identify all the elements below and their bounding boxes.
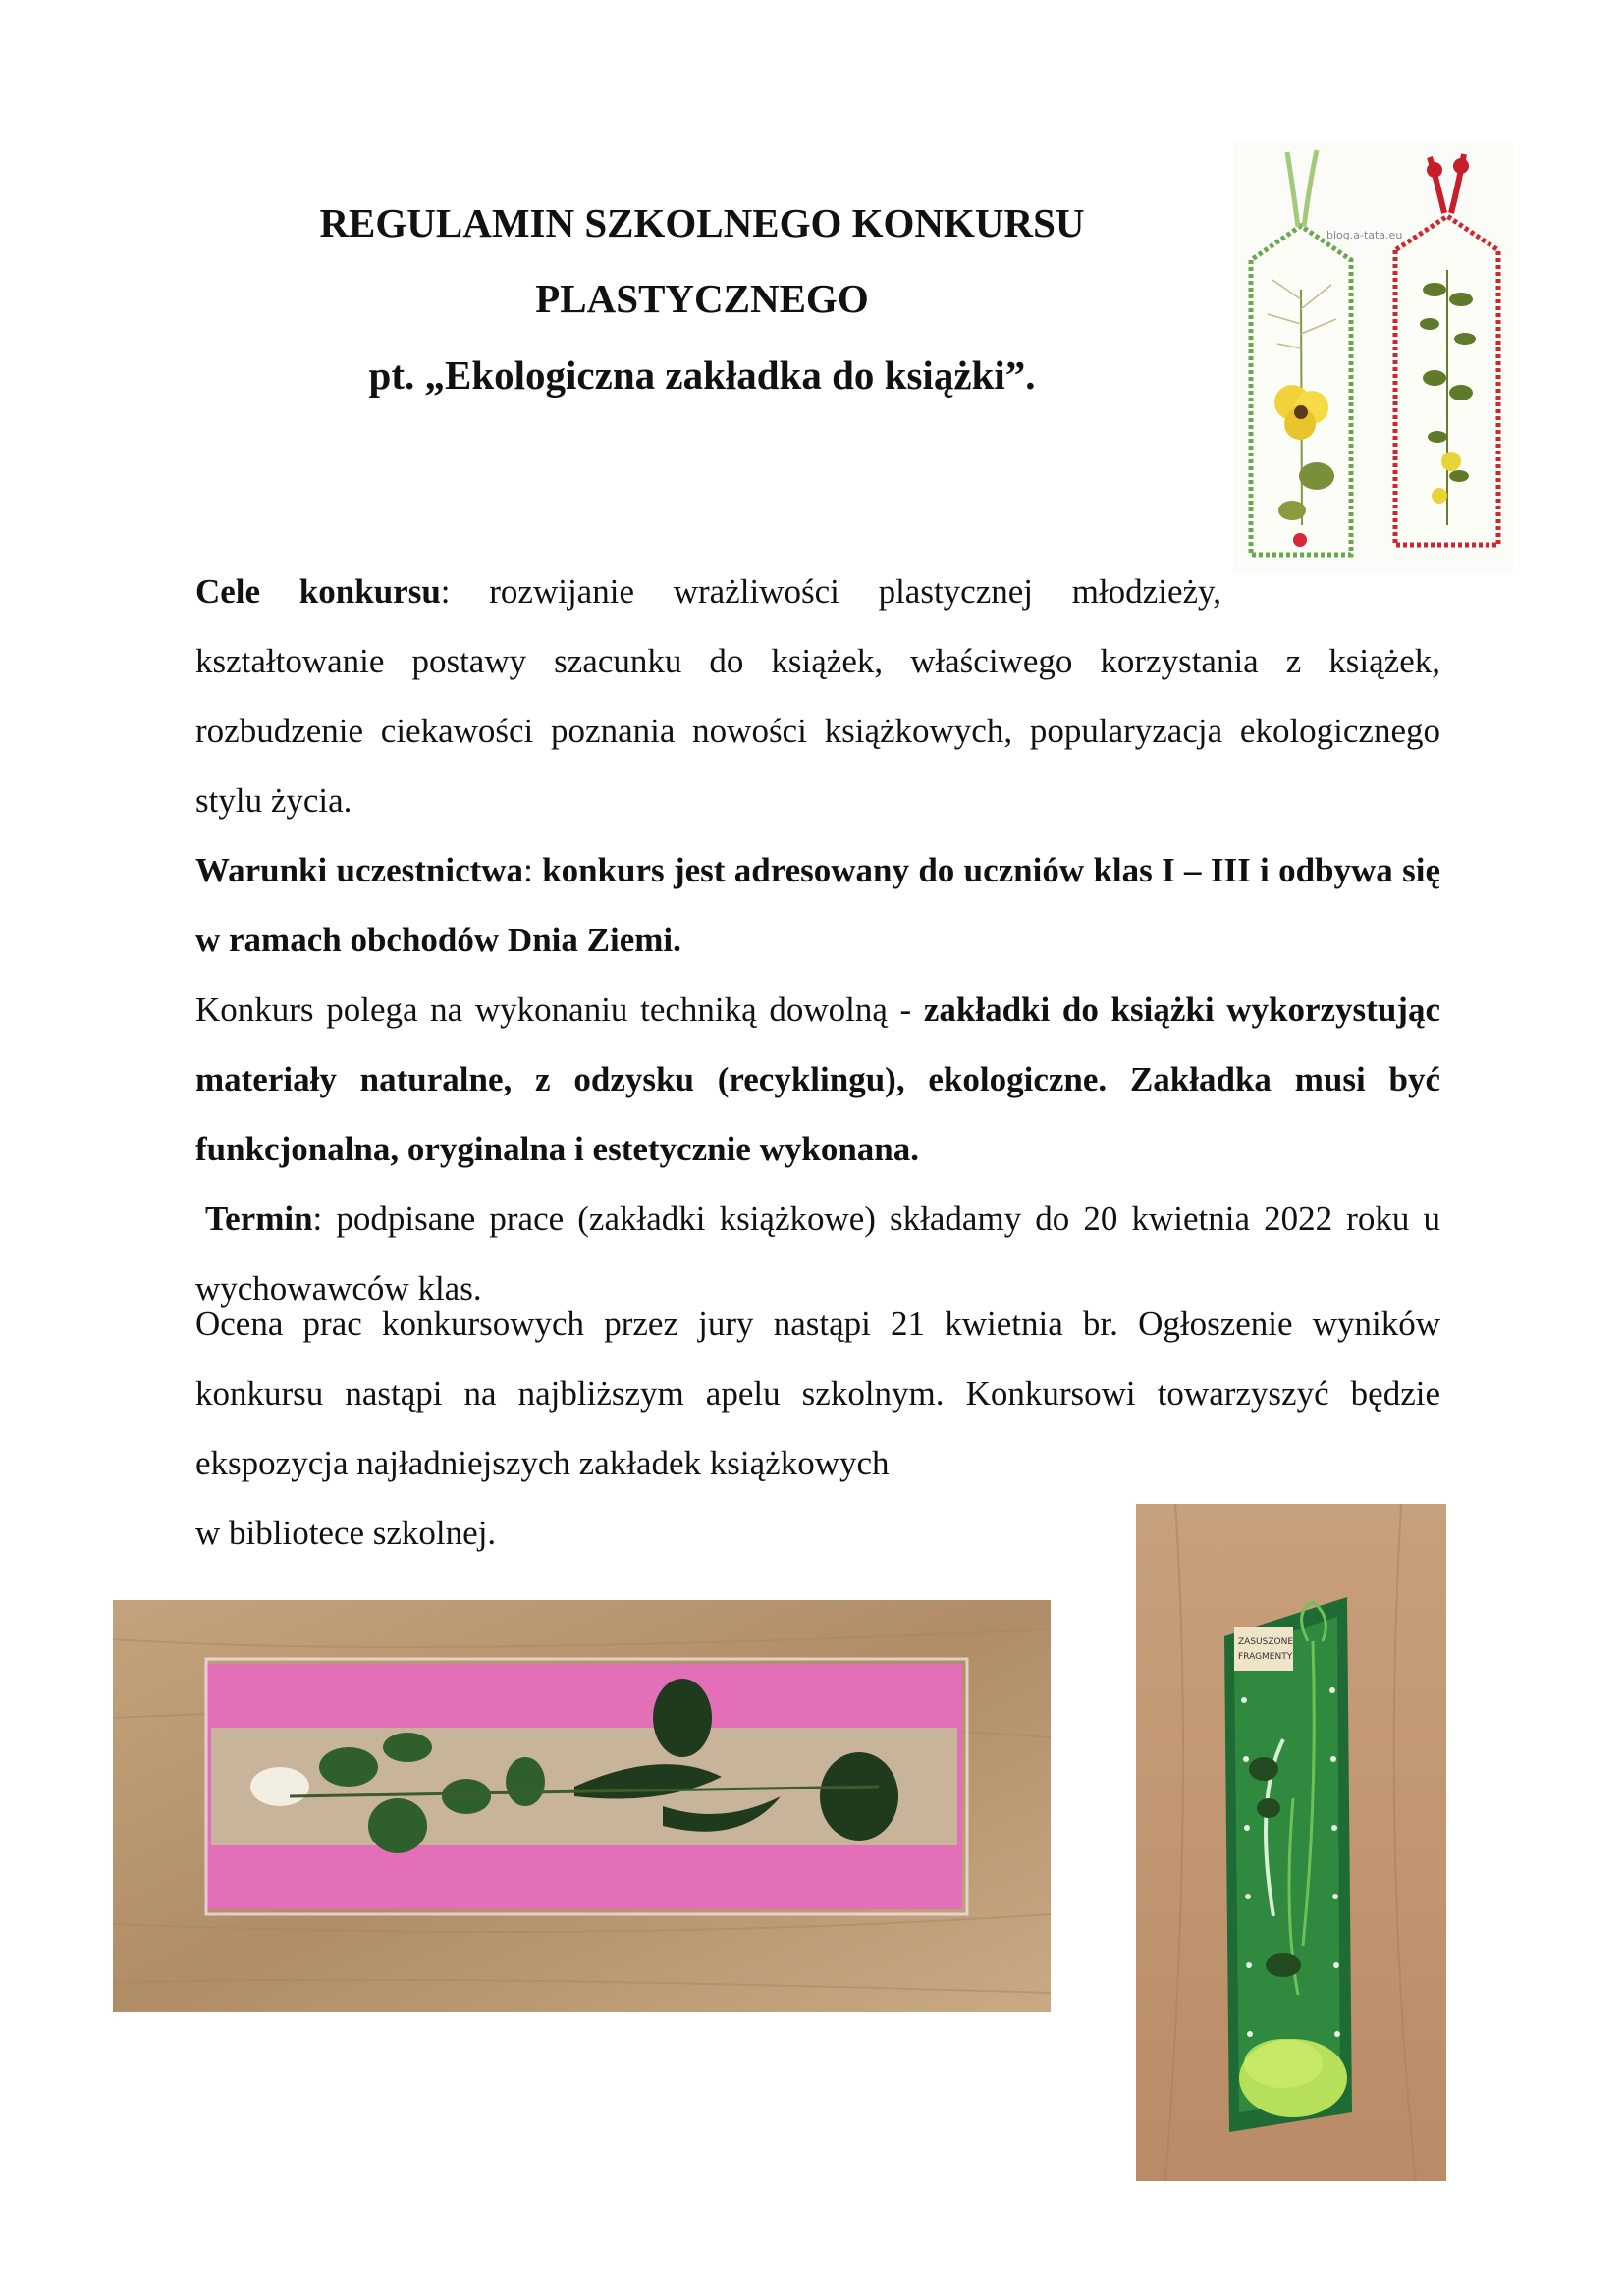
contest-intro: Konkurs polega na wykonaniu techniką dowolną - — [195, 990, 924, 1029]
goals-paragraph — [195, 557, 1440, 835]
contest-requirements: zakładki do książki wykorzystując materiały naturalne, z odzysku (recyklingu), ekologiczne. Zakładka musi być funkcjonalna, oryginalna i estetycznie wykonana. — [195, 990, 1440, 1168]
conditions-label: Warunki uczestnictwa — [195, 851, 524, 889]
watermark-text: blog.a-tata.eu — [1326, 229, 1403, 241]
green-bookmark-image — [1136, 1504, 1446, 2181]
deadline-label: Termin — [205, 1200, 313, 1238]
goals-text: kształtowanie postawy szacunku do książek, właściwego korzystania z książek, rozbudzenie ciekawości poznania nowości książkowych, popularyzacja ekologicznego stylu życia. — [195, 642, 1440, 820]
title-line-1: REGULAMIN SZKOLNEGO KONKURSU — [319, 200, 1085, 245]
title-line-3: pt. „Ekologiczna zakładka do książki”. — [368, 352, 1036, 398]
label-line-1: ZASUSZONE — [1238, 1637, 1294, 1647]
evaluation-text: Ocena prac konkursowych przez jury nastąpi 21 kwietnia br. Ogłoszenie wyników konkursu nastąpi na najbliższym apelu szkolnym. Konkursowi towarzyszyć będzie ekspozycja najładniejszych zakładek książkowych — [195, 1305, 1440, 1482]
goals-line1: rozwijanie wrażliwości plastycznej młodzieży, — [450, 572, 1221, 611]
conditions-paragraph: Warunki uczestnictwa: konkurs jest adresowany do uczniów klas I – III i odbywa się w ramach obchodów Dnia Ziemi. — [195, 851, 1440, 959]
title-line-2: PLASTYCZNEGO — [535, 276, 869, 321]
goals-first-line: Cele konkursu: rozwijanie wrażliwości plastycznej młodzieży, — [195, 572, 1221, 611]
contest-paragraph — [195, 975, 1440, 1184]
pressed-flower-bookmarks-drawing — [1233, 142, 1513, 574]
conditions-text: konkurs jest adresowany do uczniów klas I – III i odbywa się w ramach obchodów Dnia Ziemi. — [195, 851, 1440, 959]
label-line-2: FRAGMENTY — [1238, 1652, 1293, 1662]
deadline-text: : podpisane prace (zakładki książkowe) składamy do 20 kwietnia 2022 roku u wychowawców klas. — [195, 1200, 1440, 1308]
pink-bookmark-image — [113, 1600, 1051, 2012]
green-bookmark-drawing — [1136, 1504, 1446, 2181]
pink-bookmark-drawing — [113, 1600, 1051, 2012]
pressed-flower-bookmarks-image — [1233, 142, 1513, 574]
goals-label: Cele konkursu — [195, 572, 441, 611]
evaluation-last-line: w bibliotece szkolnej. — [195, 1514, 497, 1552]
